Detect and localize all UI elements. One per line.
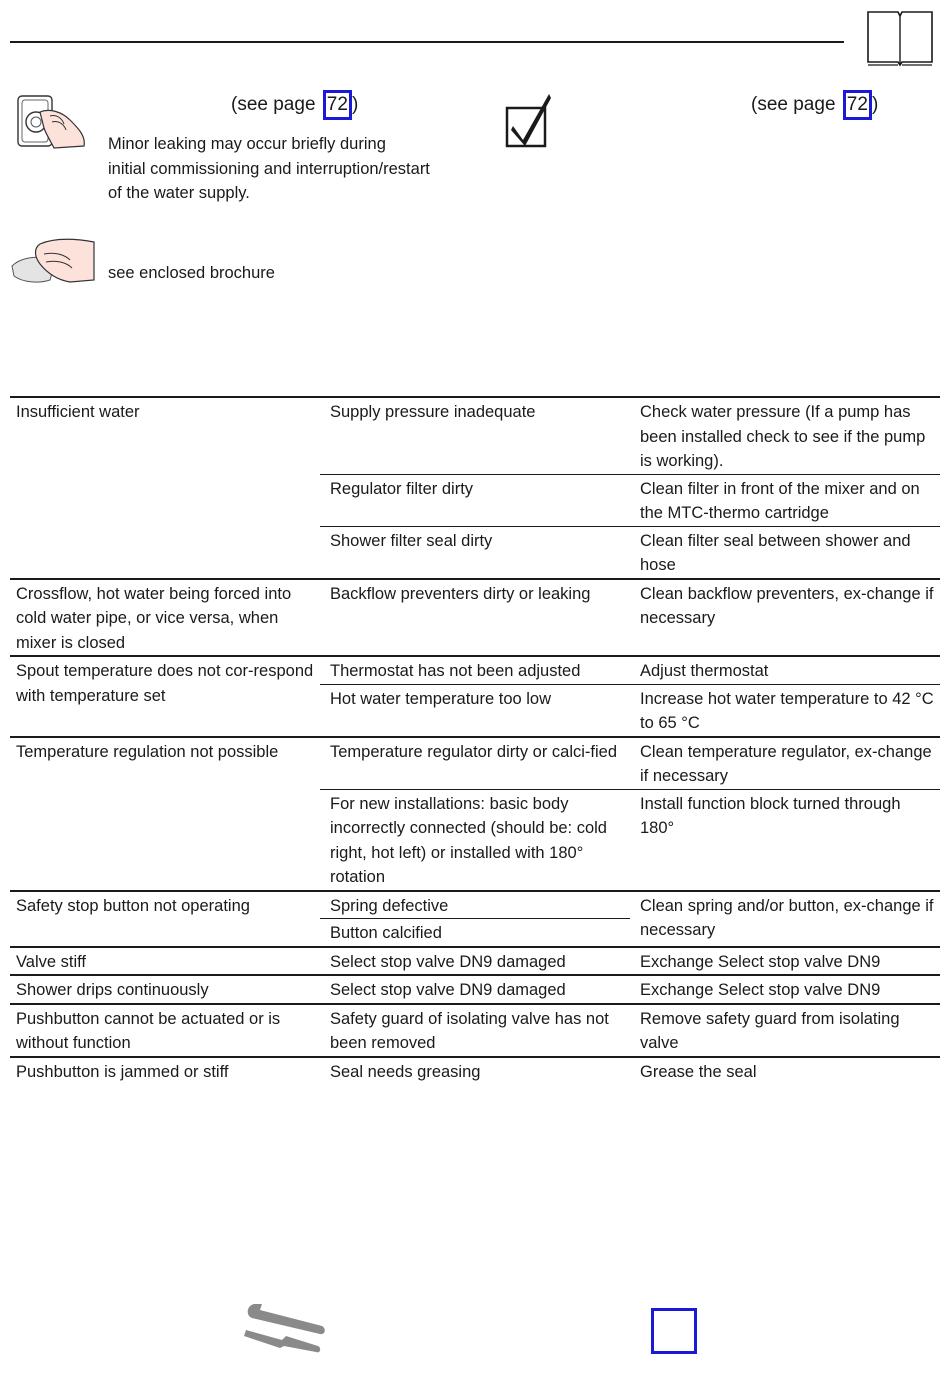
table-row	[10, 737, 940, 790]
problem-cell: Crossflow, hot water being forced into cold water pipe, or vice versa, when mixer is closed	[10, 579, 320, 657]
remedy-cell: Increase hot water temperature to 42 °C to 65 °C	[630, 684, 940, 737]
table-row	[10, 579, 940, 657]
table-row	[10, 1057, 940, 1085]
cause-cell: Shower filter seal dirty	[320, 526, 630, 579]
header-rule	[10, 41, 844, 43]
remedy-cell: Exchange Select stop valve DN9	[630, 975, 940, 1004]
cause-cell: Safety guard of isolating valve has not been removed	[320, 1004, 630, 1057]
remedy-cell: Clean backflow preventers, ex-change if necessary	[630, 579, 940, 657]
problem-cell: Pushbutton is jammed or stiff	[16, 1062, 229, 1081]
remedy-cell: Clean spring and/or button, ex-change if necessary	[630, 891, 940, 947]
problem-cell: Pushbutton cannot be actuated or is without function	[10, 1004, 320, 1057]
cause-cell: Temperature regulator dirty or calci-fied	[320, 737, 630, 790]
cause-cell: Select stop valve DN9 damaged	[320, 947, 630, 976]
remedy-cell: Clean filter seal between shower and hose	[630, 526, 940, 579]
leak-note-line: of the water supply.	[108, 184, 250, 202]
cause-cell: Regulator filter dirty	[320, 474, 630, 526]
leak-note-line: initial commissioning and interruption/restart	[108, 159, 430, 178]
see-page-prefix: (see page	[231, 94, 321, 115]
cause-cell: Hot water temperature too low	[320, 684, 630, 737]
manual-book-icon	[866, 10, 934, 68]
problem-cell: Spout temperature does not cor-respond with temperature set	[10, 656, 320, 737]
remedy-cell: Exchange Select stop valve DN9	[630, 947, 940, 976]
problem-cell: Valve stiff	[10, 947, 320, 976]
problem-cell: Insufficient water	[10, 397, 320, 579]
cause-cell: For new installations: basic body incorrectly connected (should be: cold right, hot left) or installed with 180° rotation	[320, 789, 630, 891]
page-link-box-bottom[interactable]	[651, 1308, 697, 1354]
remedy-cell: Grease the seal	[640, 1062, 757, 1081]
leak-note	[108, 132, 488, 206]
table-row	[10, 1004, 940, 1057]
cause-cell: Thermostat has not been adjusted	[320, 656, 630, 684]
remedy-cell: Adjust thermostat	[630, 656, 940, 684]
problem-cell: Shower drips continuously	[10, 975, 320, 1004]
cause-cell: Spring defective	[320, 891, 630, 919]
see-page-reference-right	[751, 90, 878, 120]
see-page-suffix: )	[351, 94, 359, 115]
page-link-72-left[interactable]: 72	[323, 90, 352, 120]
tools-wrench-screwdriver-icon	[242, 1300, 328, 1358]
remedy-cell: Check water pressure (If a pump has been installed check to see if the pump is working).	[630, 397, 940, 474]
remedy-cell: Install function block turned through 180°	[630, 789, 940, 891]
remedy-cell: Remove safety guard from isolating valve	[630, 1004, 940, 1057]
page-link-72-right[interactable]: 72	[843, 90, 872, 120]
cause-cell: Seal needs greasing	[330, 1062, 481, 1081]
leak-note-line: Minor leaking may occur briefly during	[108, 135, 386, 153]
hand-on-valve-icon	[14, 90, 90, 152]
cause-cell: Button calcified	[320, 919, 630, 947]
see-page-prefix: (see page	[751, 94, 841, 115]
table-row	[10, 947, 940, 976]
see-page-suffix: )	[871, 94, 879, 115]
cause-cell: Select stop valve DN9 damaged	[320, 975, 630, 1004]
table-row	[10, 397, 940, 474]
problem-cell: Safety stop button not operating	[10, 891, 320, 947]
table-row	[10, 975, 940, 1004]
brochure-note: see enclosed brochure	[108, 264, 275, 282]
see-page-reference-left	[231, 90, 358, 120]
problem-cell: Temperature regulation not possible	[10, 737, 320, 891]
cause-cell: Backflow preventers dirty or leaking	[320, 579, 630, 657]
table-row	[10, 656, 940, 684]
cause-cell: Supply pressure inadequate	[320, 397, 630, 474]
troubleshooting-table	[10, 396, 940, 1084]
remedy-cell: Clean temperature regulator, ex-change if necessary	[630, 737, 940, 790]
remedy-cell: Clean filter in front of the mixer and on the MTC-thermo cartridge	[630, 474, 940, 526]
checkmark-box-icon	[505, 90, 555, 150]
table-row	[10, 891, 940, 919]
hand-cleaning-cloth-icon	[10, 236, 96, 288]
